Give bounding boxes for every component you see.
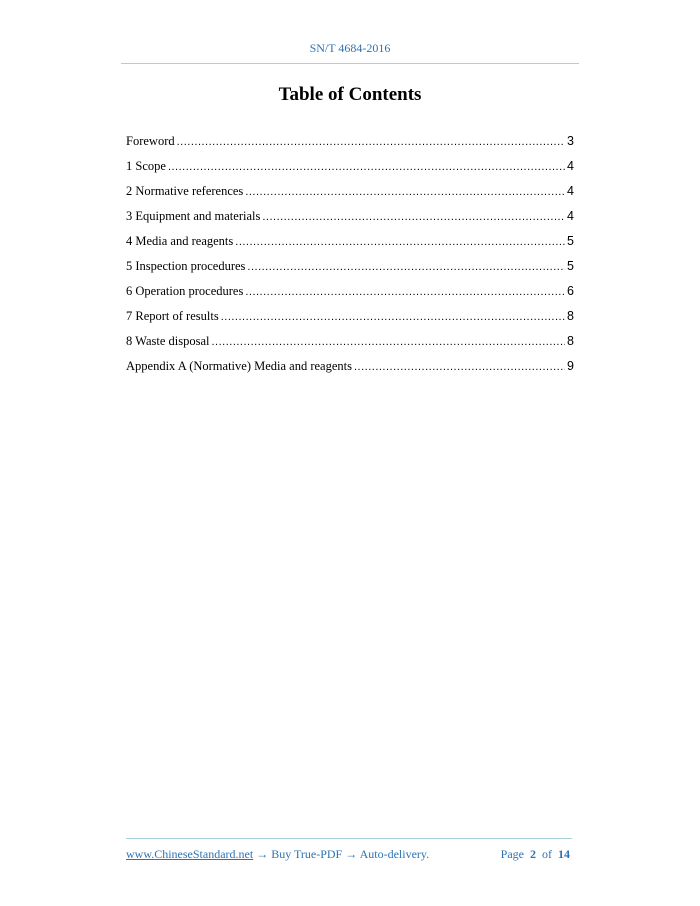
toc-dot-leader xyxy=(168,158,565,176)
header-divider xyxy=(121,63,579,64)
toc-dot-leader xyxy=(177,133,565,151)
toc-dot-leader xyxy=(354,358,565,376)
total-pages-number: 14 xyxy=(558,847,570,861)
of-word: of xyxy=(542,847,552,861)
toc-entry-label: 3 Equipment and materials xyxy=(126,209,261,223)
toc-entry-page: 8 xyxy=(567,334,574,348)
document-code-header: SN/T 4684-2016 xyxy=(309,41,391,55)
toc-entry-page: 4 xyxy=(567,184,574,198)
website-link[interactable]: www.ChineseStandard.net xyxy=(126,847,254,861)
toc-entry-page: 6 xyxy=(567,284,574,298)
toc-entry-appendix-a[interactable] xyxy=(126,357,574,382)
toc-entry-operation-procedures[interactable] xyxy=(126,282,574,307)
toc-entry-label: 8 Waste disposal xyxy=(126,334,210,348)
toc-entry-media-reagents[interactable] xyxy=(126,232,574,257)
toc-entry-label: 6 Operation procedures xyxy=(126,284,244,298)
toc-entry-foreword[interactable] xyxy=(126,132,574,157)
page-indicator xyxy=(501,847,570,862)
footer-promo xyxy=(126,847,429,862)
auto-delivery-text: Auto-delivery. xyxy=(359,847,430,861)
toc-dot-leader xyxy=(221,308,565,326)
buy-true-pdf-text: Buy True-PDF xyxy=(271,847,343,861)
toc-entry-label: Foreword xyxy=(126,134,175,148)
toc-list xyxy=(126,132,574,382)
toc-entry-report-of-results[interactable] xyxy=(126,307,574,332)
toc-entry-waste-disposal[interactable] xyxy=(126,332,574,357)
current-page-number: 2 xyxy=(530,847,536,861)
toc-entry-label: 5 Inspection procedures xyxy=(126,259,246,273)
toc-dot-leader xyxy=(211,333,565,351)
toc-title: Table of Contents xyxy=(278,84,422,105)
toc-entry-normative-references[interactable] xyxy=(126,182,574,207)
toc-entry-label: Appendix A (Normative) Media and reagents xyxy=(126,359,352,373)
toc-entry-page: 5 xyxy=(567,234,574,248)
arrow-right-icon: → xyxy=(256,847,269,861)
toc-entry-label: 2 Normative references xyxy=(126,184,244,198)
toc-dot-leader xyxy=(262,208,565,226)
toc-entry-page: 4 xyxy=(567,209,574,223)
toc-entry-page: 4 xyxy=(567,159,574,173)
toc-entry-label: 1 Scope xyxy=(126,159,166,173)
footer-divider xyxy=(126,838,572,839)
page-word: Page xyxy=(500,847,524,861)
toc-entry-page: 5 xyxy=(567,259,574,273)
toc-entry-page: 8 xyxy=(567,309,574,323)
toc-entry-equipment-materials[interactable] xyxy=(126,207,574,232)
arrow-right-icon: → xyxy=(345,847,358,861)
toc-dot-leader xyxy=(245,283,565,301)
toc-entry-page: 3 xyxy=(567,134,574,148)
toc-entry-label: 7 Report of results xyxy=(126,309,219,323)
toc-dot-leader xyxy=(247,258,565,276)
toc-entry-page: 9 xyxy=(567,359,574,373)
toc-dot-leader xyxy=(245,183,565,201)
toc-entry-scope[interactable] xyxy=(126,157,574,182)
toc-dot-leader xyxy=(235,233,565,251)
toc-entry-inspection-procedures[interactable] xyxy=(126,257,574,282)
toc-entry-label: 4 Media and reagents xyxy=(126,234,234,248)
